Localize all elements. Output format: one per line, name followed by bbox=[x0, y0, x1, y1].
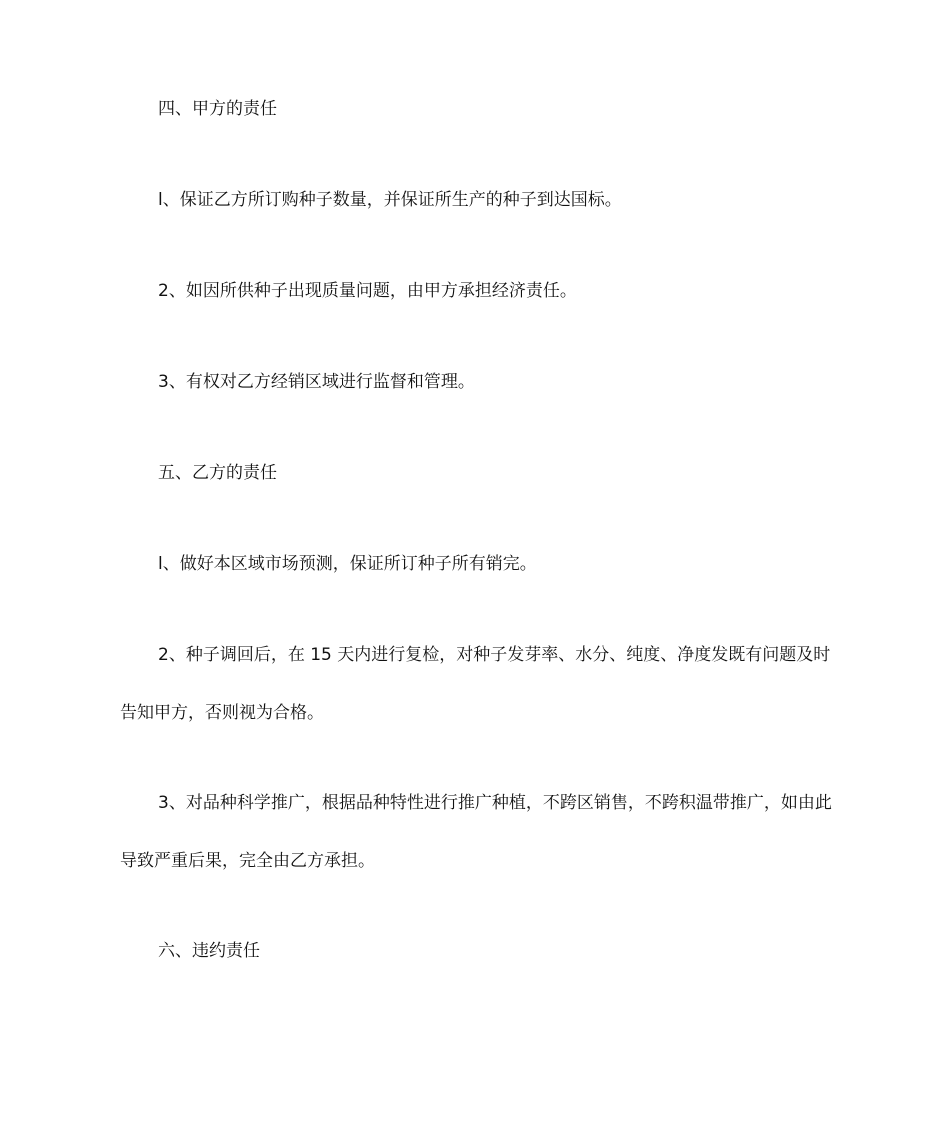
section-heading-5: 五、乙方的责任 bbox=[158, 463, 277, 483]
clause-4-3: 3、有权对乙方经销区域进行监督和管理。 bbox=[158, 372, 475, 392]
clause-4-1: l、保证乙方所订购种子数量，并保证所生产的种子到达国标。 bbox=[158, 190, 622, 210]
section-heading-6: 六、违约责任 bbox=[158, 941, 260, 961]
clause-5-2: 2、种子调回后，在 15 天内进行复检，对种子发芽率、水分、纯度、净度发既有问题及时告知甲方，否则视为合格。 bbox=[120, 645, 831, 723]
clause-5-3: 3、对品种科学推广，根据品种特性进行推广种植，不跨区销售，不跨积温带推广，如由此导致严重后果，完全由乙方承担。 bbox=[120, 793, 832, 871]
section-heading-4: 四、甲方的责任 bbox=[158, 99, 277, 119]
clause-4-2: 2、如因所供种子出现质量问题，由甲方承担经济责任。 bbox=[158, 281, 577, 301]
clause-5-1: l、做好本区域市场预测，保证所订种子所有销完。 bbox=[158, 554, 537, 574]
